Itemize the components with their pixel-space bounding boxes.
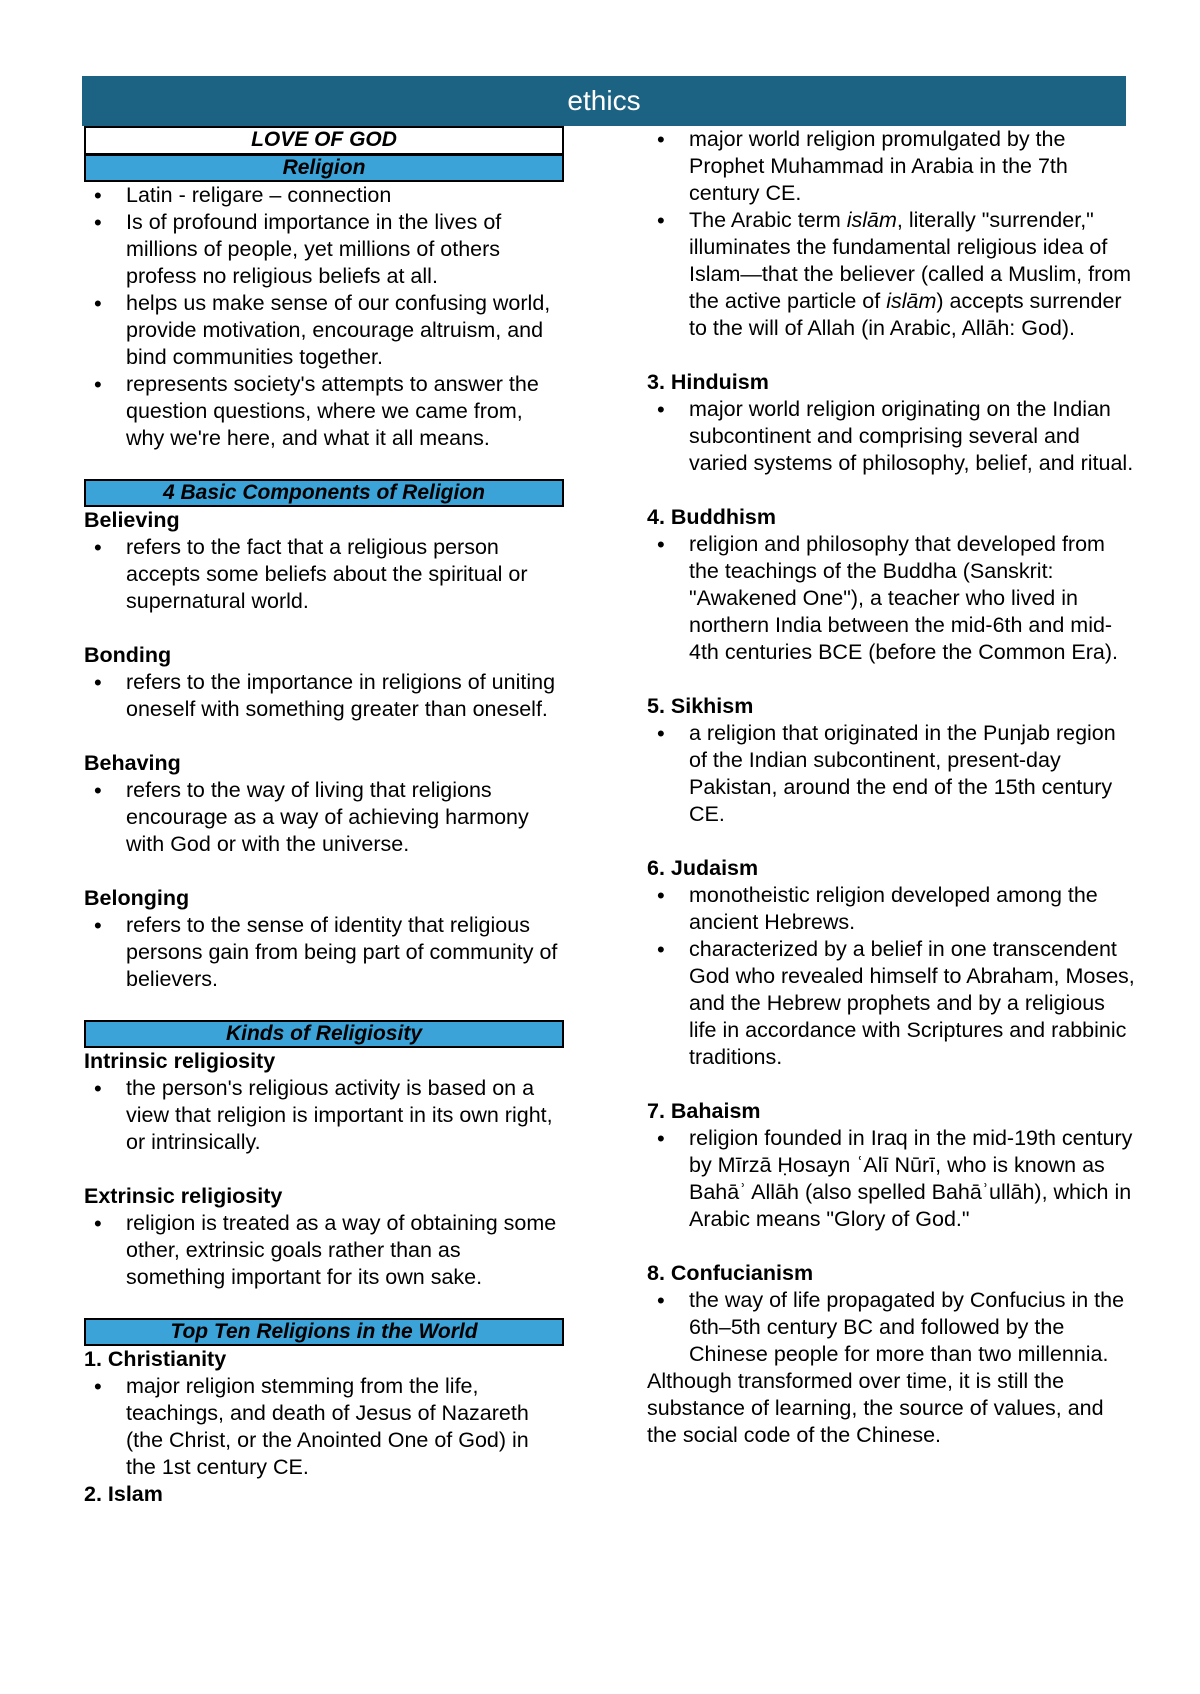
list-item: • religion is treated as a way of obtaining some other, extrinsic goals rather than as something important for its own sake. <box>84 1210 564 1291</box>
list-item: • the person's religious activity is based on a view that religion is important in its own right, or intrinsically. <box>84 1075 564 1156</box>
left-column <box>84 126 564 1508</box>
component-name-bonding: Bonding <box>84 643 172 667</box>
religion-name-judaism: 6. Judaism <box>647 856 759 880</box>
list-item: • religion founded in Iraq in the mid-19th century by Mīrzā Ḥosayn ʿAlī Nūrī, who is known as Bahāʾ Allāh (also spelled Bahāʾullāh), which in Arabic means "Glory of God." <box>647 1125 1137 1233</box>
kind-name-extrinsic: Extrinsic religiosity <box>84 1184 283 1208</box>
list-item: • refers to the fact that a religious person accepts some beliefs about the spiritual or supernatural world. <box>84 534 564 615</box>
list-item: • helps us make sense of our confusing world, provide motivation, encourage altruism, and bind communities together. <box>84 290 564 371</box>
religion-heading: Religion <box>84 154 564 182</box>
component-name-belonging: Belonging <box>84 886 190 910</box>
list-item: • monotheistic religion developed among the ancient Hebrews. <box>647 882 1137 936</box>
list-item: • refers to the way of living that religions encourage as a way of achieving harmony with God or with the universe. <box>84 777 564 858</box>
religion-name-bahaism: 7. Bahaism <box>647 1099 761 1123</box>
religion-name-islam: 2. Islam <box>84 1482 163 1506</box>
list-item: • religion and philosophy that developed from the teachings of the Buddha (Sanskrit: "Awakened One"), a teacher who lived in northern India between the mid-6th and mid-4th centuries BCE (before the Common Era). <box>647 531 1137 666</box>
list-item: • major religion stemming from the life, teachings, and death of Jesus of Nazareth (the Christ, or the Anointed One of God) in the 1st century CE. <box>84 1373 564 1481</box>
document-banner <box>82 76 1126 126</box>
list-item: • The Arabic term islām, literally "surrender," illuminates the fundamental religious idea of Islam—that the believer (called a Muslim, from the active particle of islām) accepts surrender to the will of Allah (in Arabic, Allāh: God). <box>647 207 1137 342</box>
list-item: • refers to the importance in religions of uniting oneself with something greater than oneself. <box>84 669 564 723</box>
component-name-believing: Believing <box>84 508 180 532</box>
love-of-god-heading: LOVE OF GOD <box>84 126 564 154</box>
religion-name-hinduism: 3. Hinduism <box>647 370 769 394</box>
list-item: • the way of life propagated by Confucius in the 6th–5th century BC and followed by the Chinese people for more than two millennia. <box>647 1287 1137 1368</box>
closing-paragraph: Although transformed over time, it is still the substance of learning, the source of values, and the social code of the Chinese. <box>647 1369 1104 1447</box>
religion-name-christianity: 1. Christianity <box>84 1347 227 1371</box>
list-item: • represents society's attempts to answer the question questions, where we came from, why we're here, and what it all means. <box>84 371 564 452</box>
religion-name-confucianism: 8. Confucianism <box>647 1261 814 1285</box>
right-column <box>647 126 1137 1449</box>
islam-list <box>647 126 1137 342</box>
list-item: • characterized by a belief in one transcendent God who revealed himself to Abraham, Moses, and the Hebrew prophets and by a religious life in accordance with Scriptures and rabbinic traditions. <box>647 936 1137 1071</box>
list-item: • major world religion originating on the Indian subcontinent and comprising several and varied systems of philosophy, belief, and ritual. <box>647 396 1137 477</box>
component-name-behaving: Behaving <box>84 751 181 775</box>
kinds-heading: Kinds of Religiosity <box>84 1020 564 1048</box>
religion-list <box>84 182 564 452</box>
kind-name-intrinsic: Intrinsic religiosity <box>84 1049 276 1073</box>
top-religions-heading: Top Ten Religions in the World <box>84 1318 564 1346</box>
banner-title: ethics <box>567 85 641 116</box>
list-item: • major world religion promulgated by the Prophet Muhammad in Arabia in the 7th century CE. <box>647 126 1137 207</box>
list-item: • a religion that originated in the Punjab region of the Indian subcontinent, present-day Pakistan, around the end of the 15th century CE. <box>647 720 1137 828</box>
religion-name-buddhism: 4. Buddhism <box>647 505 777 529</box>
list-item: • Latin - religare – connection <box>84 182 564 209</box>
list-item: • Is of profound importance in the lives of millions of people, yet millions of others profess no religious beliefs at all. <box>84 209 564 290</box>
religion-name-sikhism: 5. Sikhism <box>647 694 754 718</box>
components-heading: 4 Basic Components of Religion <box>84 479 564 507</box>
list-item: • refers to the sense of identity that religious persons gain from being part of community of believers. <box>84 912 564 993</box>
